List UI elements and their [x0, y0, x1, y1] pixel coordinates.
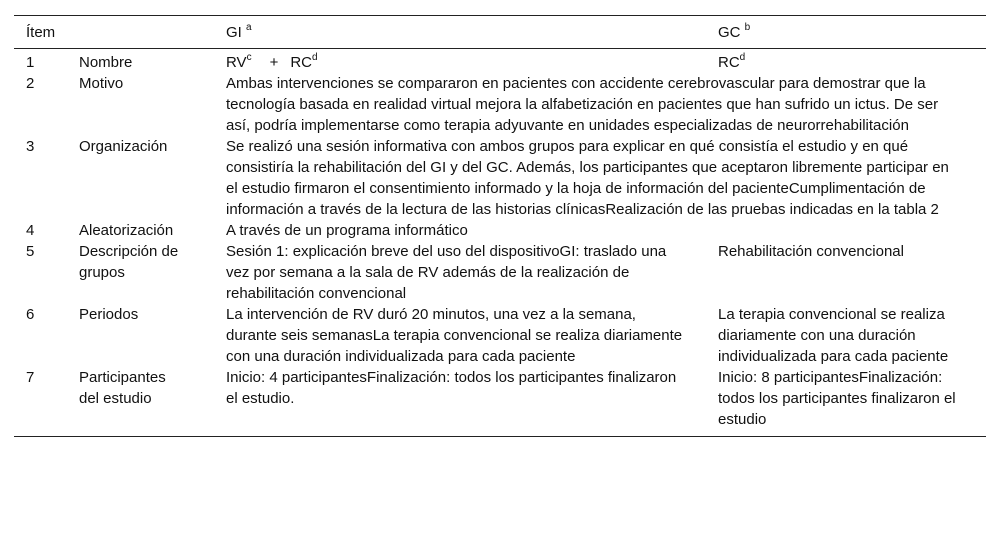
header-gi	[226, 16, 718, 49]
gi-plus-sign: +	[269, 54, 279, 71]
header-gc	[718, 16, 986, 49]
header-label-empty	[79, 16, 226, 49]
gi-cell: Sesión 1: explicación breve del uso del dispositivoGI: traslado una vez por semana a la sala de RV además de la realización de rehabilitación convencional	[226, 243, 667, 302]
row-text-merged: Se realizó una sesión informativa con ambos grupos para explicar en qué consistía el estudio y en qué consistiría la rehabilitación del GI y del GC. Además, los participantes que aceptaron libremente participar en el estudio firmaron el consentimiento informado y la hoja de información del pacienteCumplimentación de información a través de la lectura de las historias clínicasRealización de las pruebas indicadas en la tabla 2	[226, 138, 949, 218]
header-item: Ítem	[26, 24, 56, 41]
study-design-table	[14, 15, 986, 437]
header-gc-footnote: b	[744, 22, 751, 33]
gc-cell: La terapia convencional se realiza diariamente con una duración individualizada para cada paciente	[718, 306, 949, 365]
row-label: Organización	[79, 138, 168, 155]
row-label: Periodos	[79, 306, 139, 323]
row-number: 3	[26, 138, 35, 155]
row-text-merged: Ambas intervenciones se compararon en pacientes con accidente cerebrovascular para demostrar que la tecnología basada en realidad virtual mejora la alfabetización en pacientes que han sufrido un ictus. De ser así, podría implementarse como terapia adyuvante en unidades especializadas de neurorrehabilitación	[226, 75, 939, 134]
row-label: Nombre	[79, 54, 133, 71]
gc-rc-footnote: d	[739, 52, 746, 63]
row-label: Descripción de grupos	[79, 243, 179, 281]
gi-cell: La intervención de RV duró 20 minutos, una vez a la semana, durante seis semanasLa terapia convencional se realiza diariamente con una duración individualizada para cada paciente	[226, 306, 683, 365]
table-row	[14, 73, 986, 136]
header-gi-text: GI	[226, 24, 242, 41]
gc-cell: Inicio: 8 participantesFinalización: todos los participantes finalizaron el estudio	[718, 369, 956, 428]
gi-rv-footnote: c	[246, 52, 252, 63]
table-row	[14, 136, 986, 220]
study-design-table-wrapper	[14, 15, 986, 437]
gc-name-cell	[718, 49, 986, 74]
gi-cell: Inicio: 4 participantesFinalización: todos los participantes finalizaron el estudio.	[226, 369, 677, 407]
row-number: 2	[26, 75, 35, 92]
row-label: Participantes del estudio	[79, 369, 166, 407]
row-number: 7	[26, 369, 35, 386]
table-row	[14, 220, 986, 241]
table-row	[14, 49, 986, 74]
row-number: 4	[26, 222, 35, 239]
gc-rc-text: RC	[718, 54, 740, 71]
row-label: Motivo	[79, 75, 124, 92]
row-number: 6	[26, 306, 35, 323]
table-row	[14, 241, 986, 304]
gi-rv-text: RV	[226, 54, 247, 71]
row-label: Aleatorización	[79, 222, 174, 239]
row-number: 5	[26, 243, 35, 260]
gi-rc-footnote: d	[312, 52, 318, 63]
header-gi-footnote: a	[246, 22, 252, 33]
table-header-row	[14, 16, 986, 49]
row-number: 1	[26, 54, 35, 71]
row-text-merged: A través de un programa informático	[226, 222, 468, 239]
table-row	[14, 367, 986, 437]
table-row	[14, 304, 986, 367]
gc-cell: Rehabilitación convencional	[718, 243, 904, 260]
gi-name-cell	[226, 49, 718, 74]
gi-rc-text: RC	[290, 54, 313, 71]
header-gc-text: GC	[718, 24, 741, 41]
